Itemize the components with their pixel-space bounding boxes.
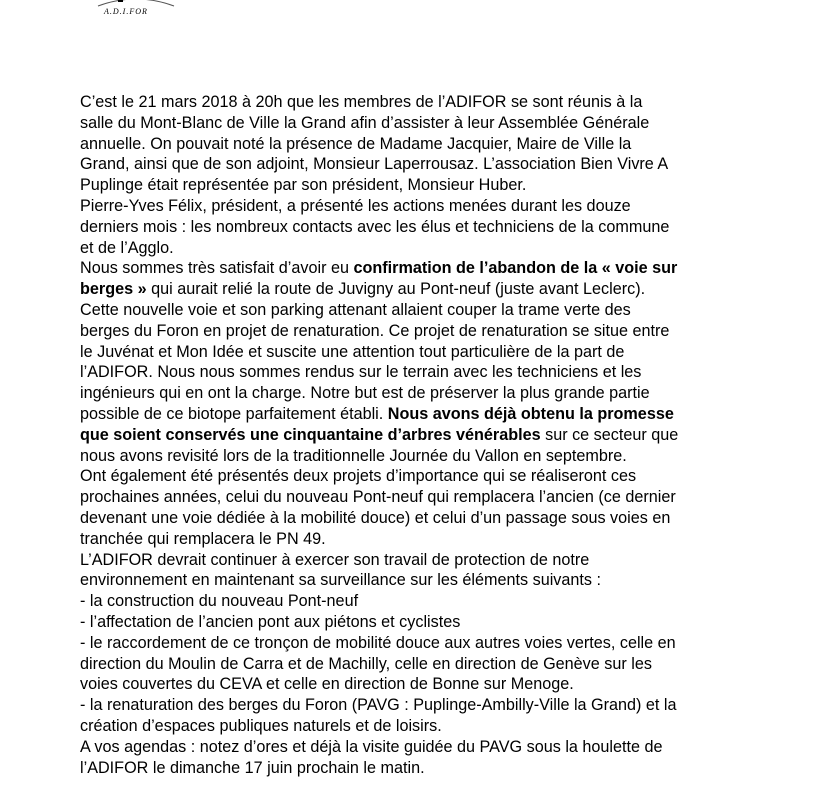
text-segment: C’est le 21 mars 2018 à 20h que les membres de l’ADIFOR se sont réunis à la [80, 93, 643, 111]
text-segment: Nous sommes très satisfait d’avoir eu [80, 259, 354, 278]
bold-text-segment: berges » [80, 280, 147, 299]
text-segment: et de l’Agglo. [80, 238, 174, 257]
text-segment: voies couvertes du CEVA et celle en direction de Bonne sur Menoge. [80, 675, 574, 694]
text-segment: possible de ce biotope parfaitement établi. [80, 404, 388, 423]
text-segment: le Juvénat et Mon Idée et suscite une attention tout particulière de la part de [80, 342, 625, 361]
text-line [80, 321, 760, 342]
text-segment: L’ADIFOR devrait continuer à exercer son travail de protection de notre [80, 550, 590, 569]
text-line [80, 425, 760, 446]
text-line [80, 175, 760, 196]
text-segment: l’ADIFOR le dimanche 17 juin prochain le matin. [80, 758, 425, 777]
text-segment: Cette nouvelle voie et son parking attenant allaient couper la trame verte des [80, 300, 631, 319]
text-segment: ingénieurs qui en ont la charge. Notre but est de préserver la plus grande partie [80, 384, 650, 403]
text-line [80, 466, 760, 487]
text-line [80, 612, 760, 633]
text-line [80, 92, 760, 113]
text-line [80, 217, 760, 238]
text-line [80, 487, 760, 508]
text-segment: - la construction du nouveau Pont-neuf [80, 592, 359, 611]
text-line [80, 737, 760, 758]
text-line [80, 695, 760, 716]
text-segment: - le raccordement de ce tronçon de mobilité douce aux autres voies vertes, celle en [80, 633, 676, 652]
text-line [80, 300, 760, 321]
text-segment: environnement en maintenant sa surveillance sur les éléments suivants : [80, 571, 601, 590]
text-line [80, 383, 760, 404]
text-line [80, 633, 760, 654]
text-segment: l’ADIFOR. Nous nous sommes rendus sur le terrain avec les techniciens et les [80, 363, 642, 382]
text-segment: - la renaturation des berges du Foron (PAVG : Puplinge-Ambilly-Ville la Grand) et la [80, 696, 677, 715]
text-segment: tranchée qui remplacera le PN 49. [80, 529, 326, 548]
text-segment: Puplinge était représentée par son président, Monsieur Huber. [80, 176, 527, 195]
text-line [80, 134, 760, 155]
bold-text-segment: Nous avons déjà obtenu la promesse [387, 404, 674, 423]
text-segment: - l’affectation de l’ancien pont aux piétons et cyclistes [80, 612, 461, 631]
text-segment: salle du Mont-Blanc de Ville la Grand afin d’assister à leur Assemblée Générale [80, 113, 650, 132]
text-segment: berges du Foron en projet de renaturation. Ce projet de renaturation se situe entre [80, 321, 670, 340]
text-line [80, 591, 760, 612]
logo-text: A.D.I.FOR [104, 7, 148, 16]
text-segment: Pierre-Yves Félix, président, a présenté les actions menées durant les douze [80, 196, 631, 215]
bold-text-segment: que soient conservés une cinquantaine d’arbres vénérables [80, 425, 541, 444]
logo [96, 0, 176, 18]
text-line [80, 154, 760, 175]
text-segment: prochaines années, celui du nouveau Pont-neuf qui remplacera l’ancien (ce dernier [80, 488, 676, 507]
text-line [80, 674, 760, 695]
text-segment: Ont également été présentés deux projets d’importance qui se réaliseront ces [80, 467, 637, 486]
text-line [80, 279, 760, 300]
text-segment: derniers mois : les nombreux contacts avec les élus et techniciens de la commune [80, 217, 670, 236]
text-line [80, 362, 760, 383]
text-segment: annuelle. On pouvait noté la présence de Madame Jacquier, Maire de Ville la [80, 134, 632, 153]
text-line [80, 404, 760, 425]
text-segment: devenant une voie dédiée à la mobilité douce) et celui d’un passage sous voies en [80, 508, 671, 527]
document-body [80, 92, 760, 778]
text-line [80, 550, 760, 571]
text-line [80, 238, 760, 259]
text-segment: qui aurait relié la route de Juvigny au Pont-neuf (juste avant Leclerc). [146, 280, 646, 299]
text-line [80, 529, 760, 550]
text-line [80, 570, 760, 591]
text-line [80, 508, 760, 529]
text-segment: A vos agendas : notez d’ores et déjà la visite guidée du PAVG sous la houlette de [80, 737, 663, 756]
text-line [80, 196, 760, 217]
text-segment: sur ce secteur que [540, 425, 679, 444]
text-line [80, 716, 760, 737]
bold-text-segment: confirmation de l’abandon de la « voie sur [353, 259, 678, 278]
text-line [80, 342, 760, 363]
text-line [80, 113, 760, 134]
text-line [80, 758, 760, 779]
text-segment: nous avons revisité lors de la traditionnelle Journée du Vallon en septembre. [80, 446, 627, 465]
text-segment: création d’espaces publiques naturels et de loisirs. [80, 716, 442, 735]
text-line [80, 654, 760, 675]
text-segment: Grand, ainsi que de son adjoint, Monsieur Laperrousaz. L’association Bien Vivre A [80, 155, 669, 174]
text-segment: direction du Moulin de Carra et de Machilly, celle en direction de Genève sur les [80, 654, 652, 673]
text-line [80, 258, 760, 279]
text-line [80, 446, 760, 467]
